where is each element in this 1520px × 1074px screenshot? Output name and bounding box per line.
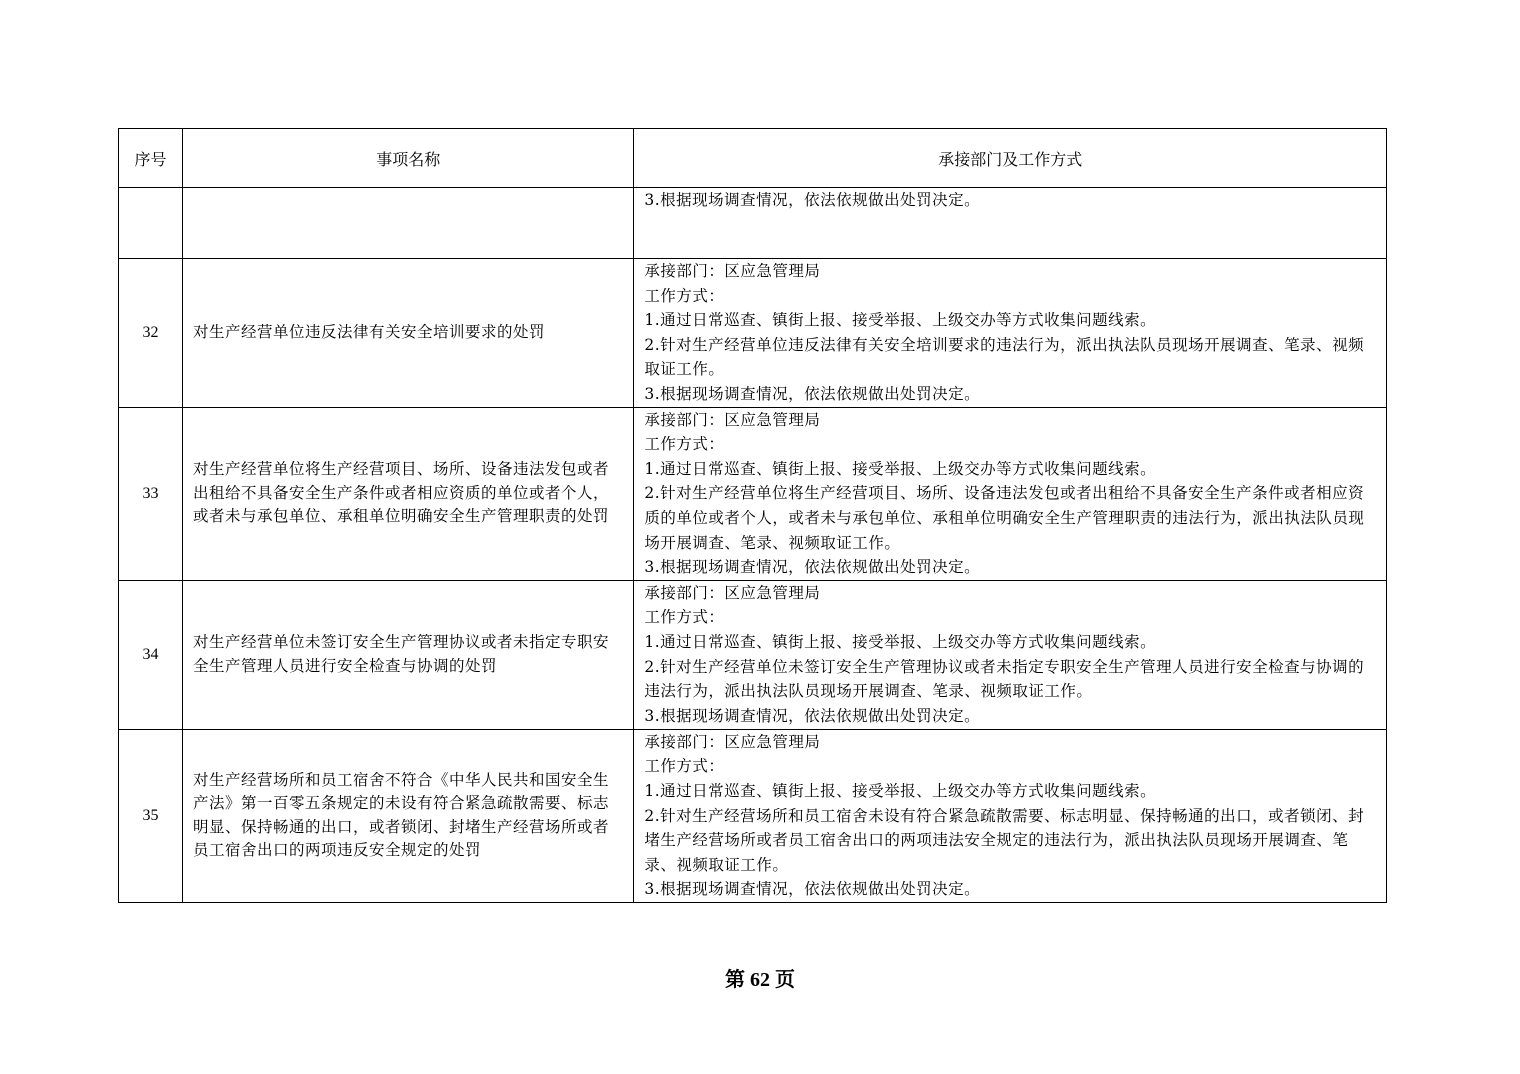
method-step-1: 1.通过日常巡查、镇街上报、接受举报、上级交办等方式收集问题线索。: [644, 781, 1157, 800]
matter-name-cell: [183, 188, 634, 259]
method-label-line: 工作方式：: [644, 608, 725, 627]
method-line: 3.根据现场调查情况，依法依规做出处罚决定。: [644, 191, 981, 209]
method-label-line: 工作方式：: [644, 286, 725, 305]
method-step-1: 1.通过日常巡查、镇街上报、接受举报、上级交办等方式收集问题线索。: [644, 632, 1157, 651]
table-header-row: [119, 129, 1387, 188]
method-step-3: 3.根据现场调查情况，依法依规做出处罚决定。: [644, 880, 981, 899]
department-line: 承接部门：区应急管理局: [644, 732, 821, 751]
method-label-line: 工作方式：: [644, 435, 725, 454]
matter-name-cell: 对生产经营单位将生产经营项目、场所、设备违法发包或者出租给不具备安全生产条件或者相应资质的单位或者个人，或者未与承包单位、承租单位明确安全生产管理职责的处罚: [183, 407, 634, 580]
method-label-line: 工作方式：: [644, 757, 725, 776]
method-cell: [634, 188, 1387, 259]
serial-number-cell: [119, 188, 183, 259]
table-row: [119, 729, 1387, 902]
method-step-2: 2.针对生产经营场所和员工宿舍未设有符合紧急疏散需要、标志明显、保持畅通的出口，或者锁闭、封堵生产经营场所或者员工宿舍出口的两项违法安全规定的违法行为，派出执法队员现场开展调查、笔录、视频取证工作。: [644, 806, 1365, 874]
header-department-and-method: 承接部门及工作方式: [634, 129, 1387, 188]
method-step-1: 1.通过日常巡查、镇街上报、接受举报、上级交办等方式收集问题线索。: [644, 311, 1157, 330]
method-step-3: 3.根据现场调查情况，依法依规做出处罚决定。: [644, 558, 981, 577]
table-row: [119, 580, 1387, 729]
method-step-2: 2.针对生产经营单位未签订安全生产管理协议或者未指定专职安全生产管理人员进行安全检查与协调的违法行为，派出执法队员现场开展调查、笔录、视频取证工作。: [644, 657, 1365, 701]
department-line: 承接部门：区应急管理局: [644, 262, 821, 280]
table-row-continuation: [119, 188, 1387, 259]
method-step-2: 2.针对生产经营单位将生产经营项目、场所、设备违法发包或者出租给不具备安全生产条件或者相应资质的单位或者个人，或者未与承包单位、承租单位明确安全生产管理职责的违法行为，派出执法队员现场开展调查、笔录、视频取证工作。: [644, 484, 1365, 552]
method-cell: [634, 580, 1387, 729]
table-row: [119, 407, 1387, 580]
serial-number-cell: 34: [119, 580, 183, 729]
method-step-2: 2.针对生产经营单位违反法律有关安全培训要求的违法行为，派出执法队员现场开展调查、笔录、视频取证工作。: [644, 335, 1365, 379]
table-row: [119, 259, 1387, 408]
serial-number-cell: 32: [119, 259, 183, 408]
method-step-3: 3.根据现场调查情况，依法依规做出处罚决定。: [644, 384, 981, 403]
department-line: 承接部门：区应急管理局: [644, 583, 821, 602]
matter-name-cell: 对生产经营场所和员工宿舍不符合《中华人民共和国安全生产法》第一百零五条规定的未设有符合紧急疏散需要、标志明显、保持畅通的出口，或者锁闭、封堵生产经营场所或者员工宿舍出口的两项违反安全规定的处罚: [183, 729, 634, 902]
serial-number-cell: 35: [119, 729, 183, 902]
method-cell: [634, 259, 1387, 408]
method-cell: [634, 407, 1387, 580]
method-step-1: 1.通过日常巡查、镇街上报、接受举报、上级交办等方式收集问题线索。: [644, 459, 1157, 478]
department-line: 承接部门：区应急管理局: [644, 410, 821, 429]
matters-table: [118, 128, 1387, 903]
serial-number-cell: 33: [119, 407, 183, 580]
method-cell: [634, 729, 1387, 902]
method-step-3: 3.根据现场调查情况，依法依规做出处罚决定。: [644, 706, 981, 725]
header-matter-name: 事项名称: [183, 129, 634, 188]
header-serial-number: 序号: [119, 129, 183, 188]
page-number: 第 62 页: [725, 969, 795, 991]
matter-name-cell: 对生产经营单位违反法律有关安全培训要求的处罚: [183, 259, 634, 408]
matter-name-cell: 对生产经营单位未签订安全生产管理协议或者未指定专职安全生产管理人员进行安全检查与协调的处罚: [183, 580, 634, 729]
